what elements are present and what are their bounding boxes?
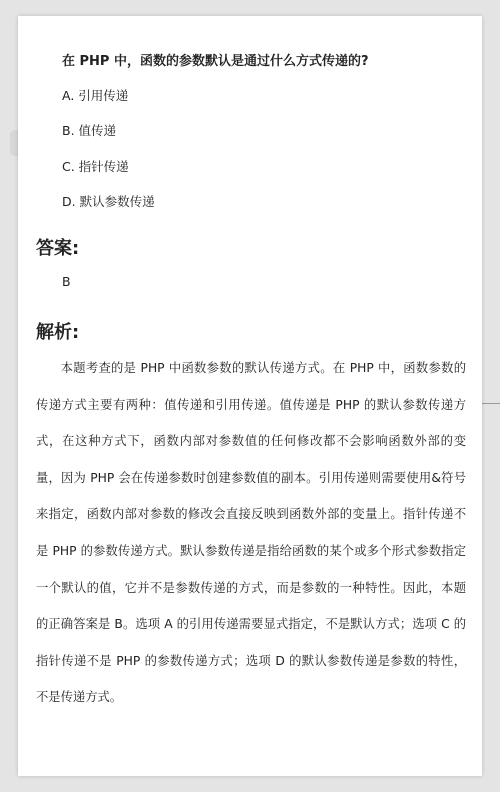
option-d: D. 默认参数传递 <box>62 194 155 209</box>
right-edge-line <box>482 403 500 404</box>
question-text: 在 PHP 中，函数的参数默认是通过什么方式传递的? <box>62 54 369 69</box>
answer-value: B <box>62 274 71 289</box>
option-a: A. 引用传递 <box>62 88 129 103</box>
option-c: C. 指针传递 <box>62 159 129 174</box>
analysis-text: 本题考查的是 PHP 中函数参数的默认传递方式。在 PHP 中，函数参数的传递方式主要有两种：值传递和引用传递。值传递是 PHP 的默认参数传递方式，在这种方式下，函数内部对参数值的任何修改都不会影响函数外部的变量，因为 PHP 会在传递参数时创建参数值的副本。引用传递则需要使用&符号来指定，函数内部对参数的修改会直接反映到函数外部的变量上。指针传递不是 PHP 的参数传递方式。默认参数传递是指给函数的某个或多个形式参数指定一个默认的值，它并不是参数传递的方式，而是参数的一种特性。因此，本题的正确答案是 B。选项 A 的引用传递需要显式指定，不是默认方式；选项 C 的指针传递不是 PHP 的参数传递方式；选项 D 的默认参数传递是参数的特性，不是传递方式。 <box>36 361 466 705</box>
document-page <box>18 16 482 776</box>
option-b: B. 值传递 <box>62 123 117 138</box>
answer-heading: 答案: <box>36 238 80 259</box>
analysis-heading: 解析: <box>36 322 80 343</box>
